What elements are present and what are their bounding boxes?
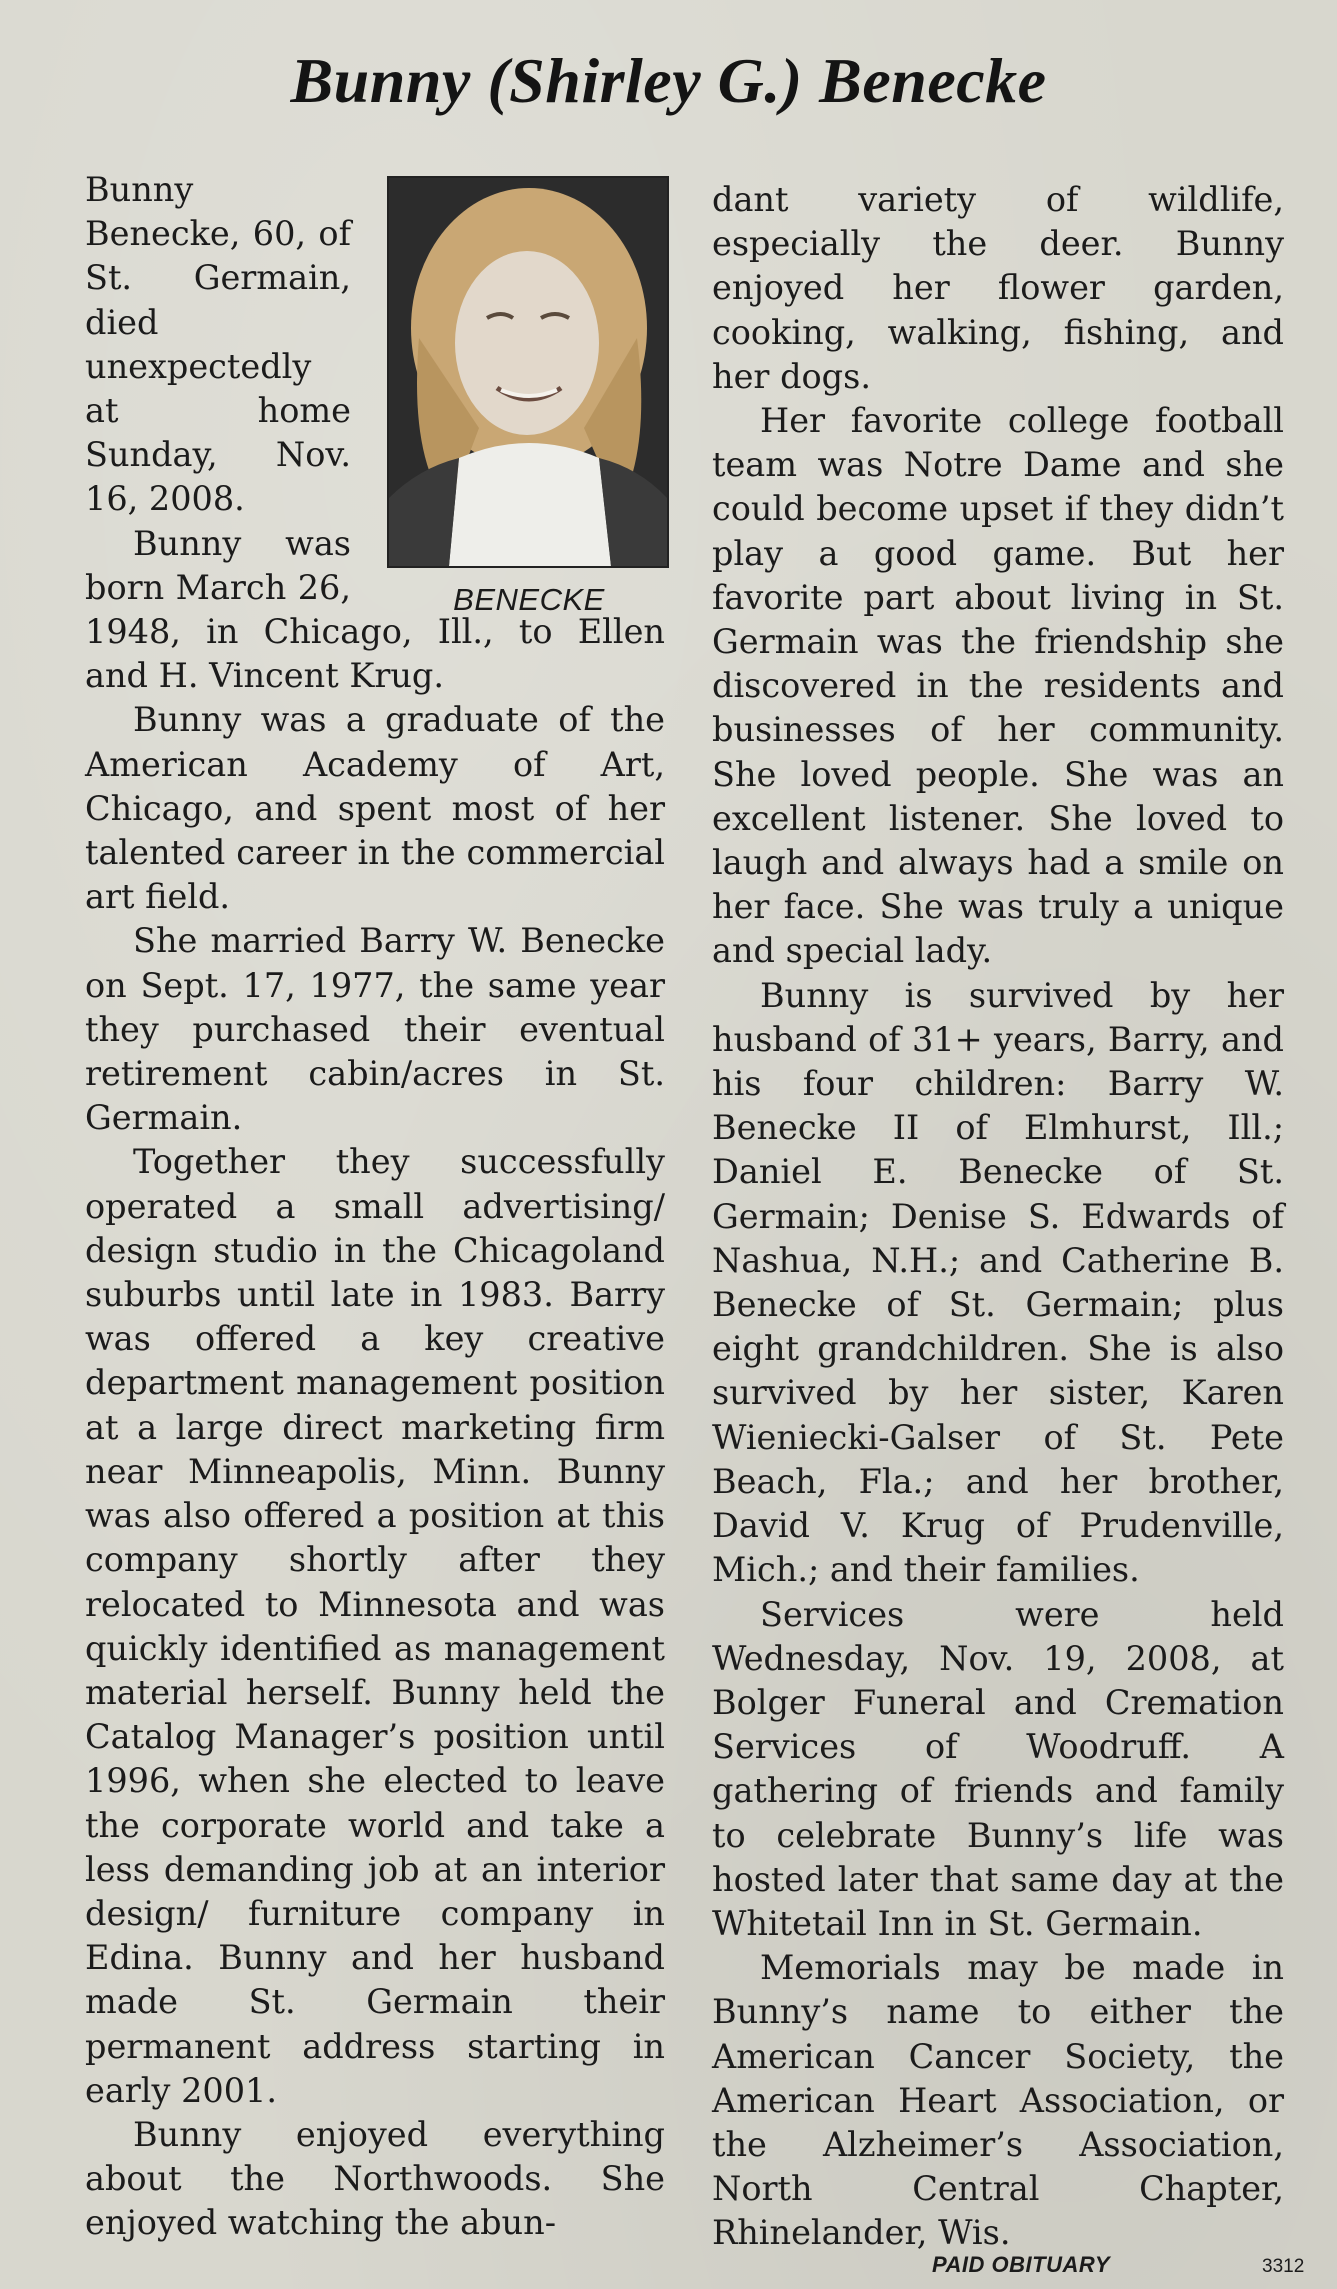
right-column (712, 178, 1284, 2256)
paragraph: Bunny is survived by her husband of 31+ years, Barry, and his four children: Barry W. Benecke II of Elmhurst, Ill.; Daniel E. Benecke of St. Germain; Denise S. Edwards of Nashua, N.H.; and Catherine B. Benecke of St. Germain; plus eight grandchildren. She is also survived by her sister, Karen Wieniecki-Galser of St. Pete Beach, Fla.; and her brother, David V. Krug of Prudenville, Mich.; and their families. (712, 975, 1284, 1590)
portrait-photo (377, 176, 665, 617)
photo-caption: BENECKE (453, 582, 605, 617)
lead-section (85, 168, 665, 698)
left-column (85, 168, 665, 2246)
photo-frame (387, 176, 669, 568)
paragraph: Bunny Benecke, 60, of St. Germain, died unexpectedly at home Sunday, Nov. 16, 2008. (85, 170, 351, 519)
paragraph: Her favorite college football team was Notre Dame and she could become upset if they didn’t play a good game. But her favorite part about living in St. Germain was the friendship she discovered in the residents and businesses of her community. She loved people. She was an excellent listener. She loved to laugh and always had a smile on her face. She was truly a unique and special lady. (712, 401, 1284, 971)
paragraph: She married Barry W. Benecke on Sept. 17, 1977, the same year they purchased their eventual retirement cabin/acres in St. Germain. (85, 921, 665, 1138)
portrait-image (389, 178, 667, 566)
paragraph: Together they successfully operated a small advertising/ design studio in the Chicagoland suburbs until late in 1983. Barry was offered a key creative department management position at a large direct marketing firm near Minneapolis, Minn. Bunny was also offered a position at this company shortly after they relocated to Minnesota and was quickly identified as management material herself. Bunny held the Catalog Manager’s position until 1996, when she elected to leave the corporate world and take a less demanding job at an interior design/ furniture company in Edina. Bunny and her husband made St. Germain their permanent address starting in early 2001. (85, 1142, 665, 2110)
paragraph: Memorials may be made in Bunny’s name to either the American Cancer Society, the American Heart Association, or the Alzheimer’s Association, North Central Chapter, Rhinelander, Wis. (712, 1948, 1284, 2253)
paragraph: Services were held Wednesday, Nov. 19, 2008, at Bolger Funeral and Cremation Services of Woodruff. A gathering of friends and family to celebrate Bunny’s life was hosted later that same day at the Whitetail Inn in St. Germain. (712, 1594, 1284, 1943)
paragraph: Bunny was born March 26, 1948, in Chicago, Ill., to Ellen and H. Vincent Krug. (85, 523, 665, 696)
ad-code: 3312 (1262, 2256, 1305, 2277)
paragraph: Bunny was a graduate of the American Academy of Art, Chicago, and spent most of her talented career in the commercial art field. (85, 700, 665, 917)
obituary-title: Bunny (Shirley G.) Benecke (290, 45, 1047, 116)
paragraph: dant variety of wildlife, especially the deer. Bunny enjoyed her flower garden, cooking, walking, fishing, and her dogs. (712, 180, 1284, 396)
paid-obituary-label: PAID OBITUARY (932, 2252, 1111, 2277)
paragraph: Bunny enjoyed everything about the Northwoods. She enjoyed watching the abun- (85, 2114, 665, 2243)
